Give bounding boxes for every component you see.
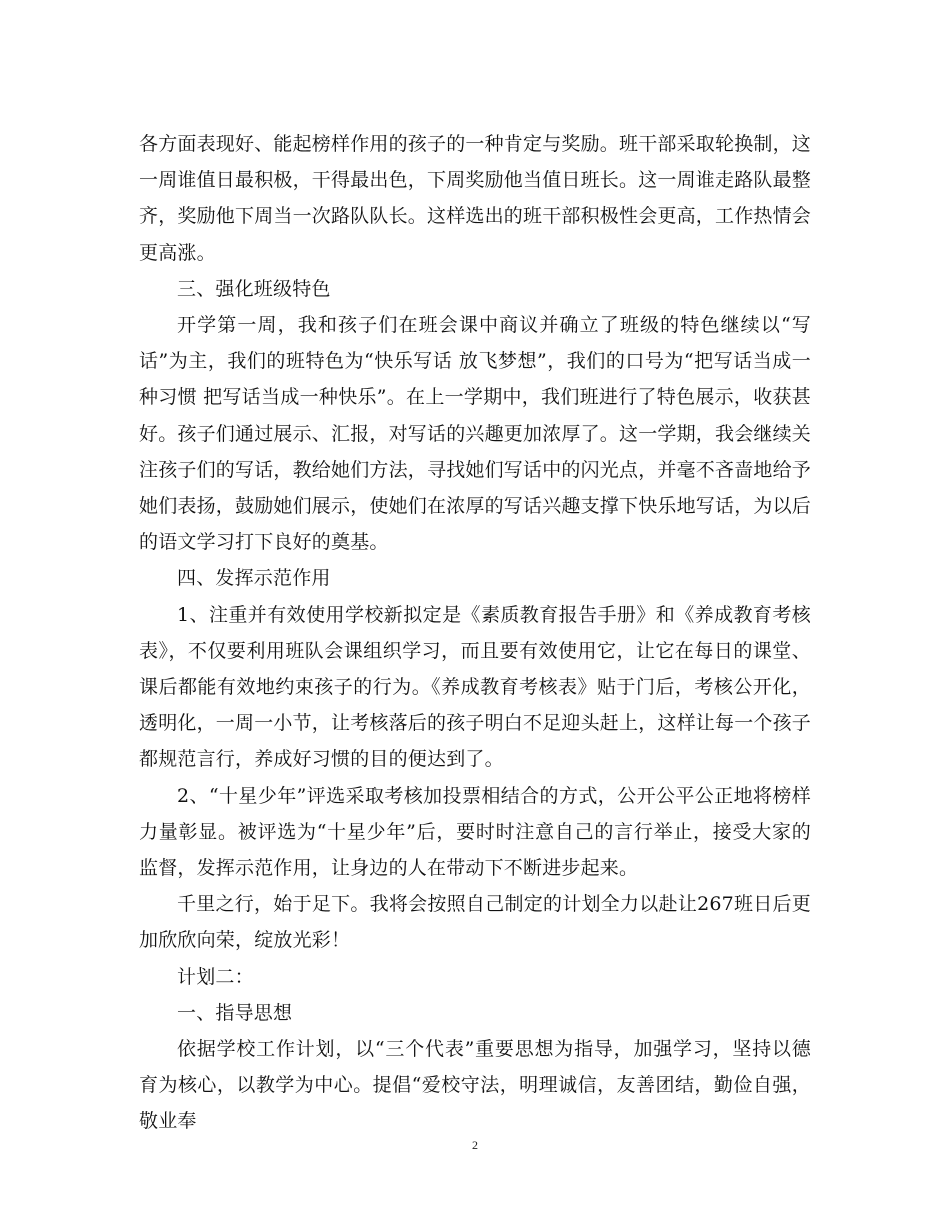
paragraph-writing-feature: 开学第一周，我和孩子们在班会课中商议并确立了班级的特色继续以“写话”为主，我们的班特色为“快乐写话 放飞梦想”，我们的口号为“把写话当成一种习惯 把写话当成一种快乐”。在上一学期中，我们班进行了特色展示，收获甚好。孩子们通过展示、汇报，对写话的兴趣更加浓厚了。这一学期，我会继续关注孩子们的写话，教给她们方法，寻找她们写话中的闪光点，并毫不吝啬地给予她们表扬，鼓励她们展示，使她们在浓厚的写话兴趣支撑下快乐地写话，为以后的语文学习打下良好的奠基。: [139, 314, 812, 554]
paragraph-ten-star-youth: 2、“十星少年”评选采取考核加投票相结合的方式，公开公平公正地将榜样力量彰显。被评选为“十星少年”后，要时时注意自己的言行举止，接受大家的监督，发挥示范作用，让身边的人在带动下不断进步起来。: [139, 784, 811, 880]
heading-plan-two: 计划二：: [177, 965, 254, 988]
paragraph-assessment-manual: 1、注重并有效使用学校新拟定是《素质教育报告手册》和《养成教育考核表》，不仅要利用班队会课组织学习，而且要有效使用它，让它在每日的课堂、课后都能有效地约束孩子的行为。《养成教育考核表》贴于门后，考核公开化，透明化，一周一小节，让考核落后的孩子明白不足迎头赶上，这样让每一个孩子都规范言行，养成好习惯的目的便达到了。: [139, 603, 812, 771]
paragraph-closing: 千里之行，始于足下。我将会按照自己制定的计划全力以赴让267班日后更加欣欣向荣，绽放光彩！: [139, 893, 811, 952]
paragraph-monitor-rotation: 各方面表现好、能起榜样作用的孩子的一种肯定与奖励。班干部采取轮换制，这一周谁值日最积极，干得最出色，下周奖励他当值日班长。这一周谁走路队最整齐，奖励他下周当一次路队队长。这样选出的班干部积极性会更高，工作热情会更高涨。: [139, 133, 812, 264]
page-number: 2: [472, 1138, 478, 1152]
paragraph-guiding-thought: 依据学校工作计划，以“三个代表”重要思想为指导，加强学习，坚持以德育为核心，以教学为中心。提倡“爱校守法，明理诚信，友善团结，勤俭自强，敬业奉: [139, 1038, 811, 1133]
heading-guiding-thought: 一、指导思想: [177, 1001, 293, 1024]
document-body: [139, 126, 811, 1140]
heading-role-model: 四、发挥示范作用: [177, 567, 331, 590]
heading-class-feature: 三、强化班级特色: [177, 277, 331, 300]
